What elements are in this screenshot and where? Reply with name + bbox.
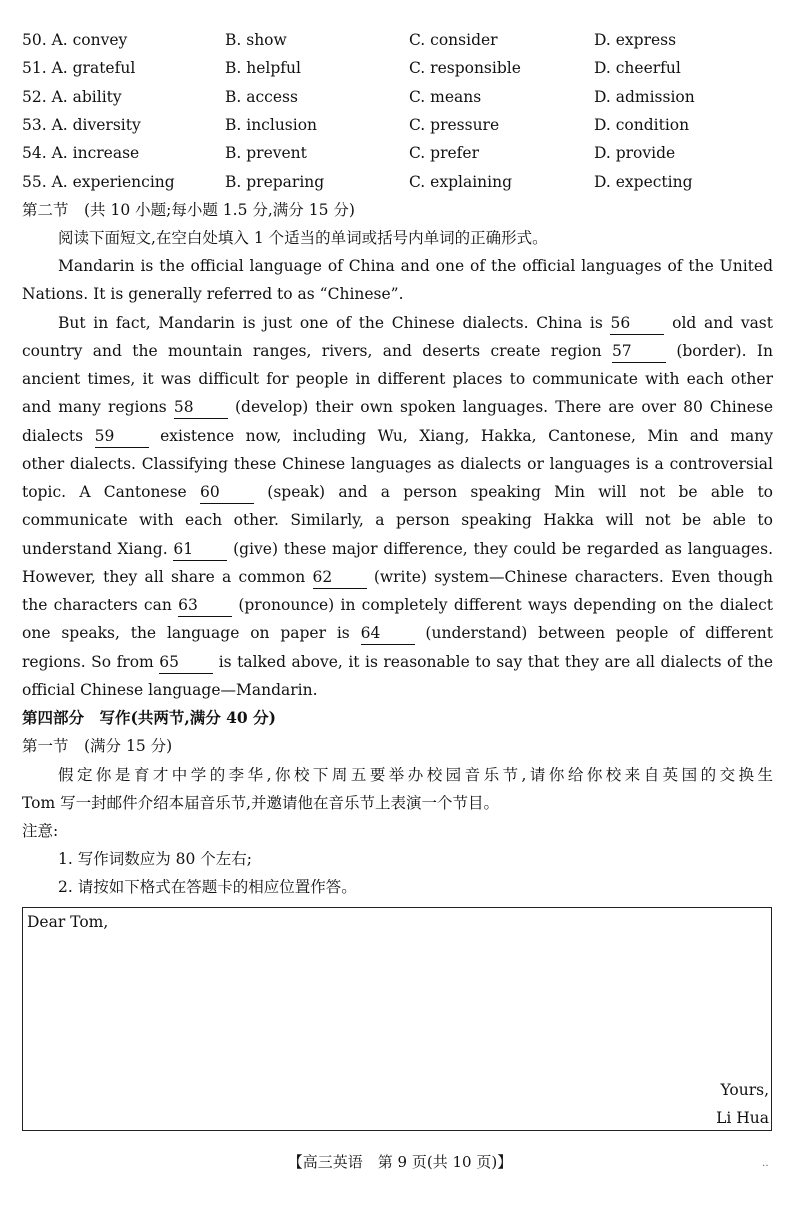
passage-text: (give) these major difference, they could be regarded as languages.: [227, 539, 773, 558]
passage-line: [22, 478, 773, 506]
option-choice: C. pressure: [409, 115, 500, 134]
page-footer: 【高三英语 第 9 页(共 10 页)】: [287, 1153, 513, 1171]
letter-signature: Li Hua: [716, 1109, 769, 1127]
option-choice: C. consider: [409, 31, 498, 49]
answer-blank[interactable]: 61: [173, 538, 227, 561]
option-choice: B. inclusion: [225, 115, 318, 134]
option-row: [22, 111, 782, 139]
passage-line: [22, 591, 773, 619]
option-choice: B. prevent: [225, 144, 307, 163]
passage-text: and many regions: [22, 398, 174, 417]
passage-text: However, they all share a common: [22, 567, 313, 586]
section2-instruction: 阅读下面短文,在空白处填入 1 个适当的单词或括号内单词的正确形式。: [58, 229, 548, 247]
passage-text: official Chinese language—Mandarin.: [22, 680, 318, 699]
passage-line: [22, 393, 773, 421]
option-row: [22, 139, 782, 167]
option-choice: B. access: [225, 87, 298, 106]
option-choice: 54. A. increase: [22, 144, 140, 163]
option-choice: 55. A. experiencing: [22, 172, 175, 191]
option-choice: D. condition: [594, 115, 690, 134]
part4-heading: 第四部分 写作(共两节,满分 40 分): [22, 708, 276, 727]
passage-text: communicate with each other. Similarly, a person speaking Hakka will not be able to: [22, 511, 773, 530]
scan-mark: ‥: [762, 1158, 769, 1169]
answer-blank[interactable]: 58: [174, 396, 228, 419]
option-choice: B. preparing: [225, 172, 325, 191]
option-choice: D. express: [594, 31, 677, 49]
note-item-1: 1. 写作词数应为 80 个左右;: [58, 850, 253, 868]
passage-text: existence now, including Wu, Xiang, Hakka, Cantonese, Min and many: [148, 426, 774, 445]
passage-text: is talked above, it is reasonable to say that they are all dialects of the: [213, 652, 773, 671]
letter-closing: Yours,: [720, 1081, 769, 1099]
answer-blank[interactable]: 64: [361, 622, 415, 645]
passage-line: [22, 280, 773, 308]
answer-box: [22, 907, 772, 1131]
passage-text: Mandarin is the official language of China and one of the official languages of the United: [58, 257, 773, 275]
answer-blank[interactable]: 59: [95, 425, 149, 448]
passage-text: But in fact, Mandarin is just one of the Chinese dialects. China is: [58, 313, 611, 332]
option-choice: D. expecting: [594, 172, 693, 191]
passage-text: understand Xiang.: [22, 539, 174, 558]
option-choice: C. responsible: [409, 59, 521, 78]
passage-text: (border). In: [665, 341, 773, 360]
answer-blank[interactable]: 60: [200, 481, 254, 504]
option-choice: D. admission: [594, 87, 695, 106]
option-choice: 50. A. convey: [22, 31, 128, 49]
passage-text: topic. A Cantonese: [22, 483, 201, 501]
passage-line: [58, 252, 773, 280]
passage-text: regions. So from: [22, 652, 160, 671]
option-choice: 51. A. grateful: [22, 59, 136, 78]
passage-text: old and vast: [664, 313, 773, 332]
option-row: [22, 168, 782, 196]
option-row: [22, 26, 782, 54]
answer-blank[interactable]: 57: [612, 340, 666, 363]
passage-text: ancient times, it was difficult for people in different places to communicate with each other: [22, 370, 773, 388]
writing-section1-heading: 第一节 (满分 15 分): [22, 737, 173, 755]
option-row: [22, 83, 782, 111]
section2-heading: 第二节 (共 10 小题;每小题 1.5 分,满分 15 分): [22, 201, 355, 219]
passage-text: Nations. It is generally referred to as “Chinese”.: [22, 285, 404, 304]
passage-text: country and the mountain ranges, rivers, and deserts create region: [22, 341, 612, 360]
passage-text: (write) system—Chinese characters. Even though: [366, 567, 773, 586]
passage-line: [22, 563, 773, 591]
passage-text: (speak) and a person speaking Min will not be able to: [254, 483, 774, 501]
option-choice: 53. A. diversity: [22, 115, 141, 134]
option-row: [22, 54, 782, 82]
letter-greeting: Dear Tom,: [27, 913, 109, 931]
passage-line: [22, 337, 773, 365]
passage-line: [22, 619, 773, 647]
option-choice: D. cheerful: [594, 59, 681, 78]
option-choice: B. helpful: [225, 59, 301, 78]
passage-text: one speaks, the language on paper is: [22, 624, 361, 643]
answer-blank[interactable]: 62: [313, 566, 367, 589]
passage-line: [22, 535, 773, 563]
passage-line: [22, 450, 773, 478]
option-choice: B. show: [225, 31, 287, 49]
passage-line: [22, 365, 773, 393]
passage-text: other dialects. Classifying these Chinese languages as dialects or languages is a controversial: [22, 454, 773, 473]
answer-blank[interactable]: 56: [610, 312, 664, 335]
passage-text: dialects: [22, 426, 95, 445]
passage-text: (understand) between people of different: [414, 624, 773, 643]
option-choice: C. explaining: [409, 172, 512, 191]
answer-blank[interactable]: 65: [159, 651, 213, 674]
writing-prompt-line1: 假定你是育才中学的李华,你校下周五要举办校园音乐节,请你给你校来自英国的交换生: [58, 766, 773, 784]
passage-text: the characters can: [22, 596, 179, 614]
passage-line: [58, 309, 773, 337]
passage-line: [22, 422, 773, 450]
answer-blank[interactable]: 63: [178, 594, 232, 617]
note-item-2: 2. 请按如下格式在答题卡的相应位置作答。: [58, 878, 357, 896]
passage-line: [22, 648, 773, 676]
option-choice: C. means: [409, 87, 482, 106]
option-choice: C. prefer: [409, 144, 479, 163]
passage-text: (develop) their own spoken languages. There are over 80 Chinese: [227, 398, 773, 417]
passage-line: [22, 506, 773, 534]
writing-prompt-line2: Tom 写一封邮件介绍本届音乐节,并邀请他在音乐节上表演一个节目。: [22, 794, 500, 812]
note-label: 注意:: [22, 822, 59, 840]
option-choice: D. provide: [594, 144, 676, 163]
passage-line: [22, 676, 773, 704]
option-choice: 52. A. ability: [22, 87, 122, 106]
passage-text: (pronounce) in completely different ways depending on the dialect: [232, 596, 773, 614]
